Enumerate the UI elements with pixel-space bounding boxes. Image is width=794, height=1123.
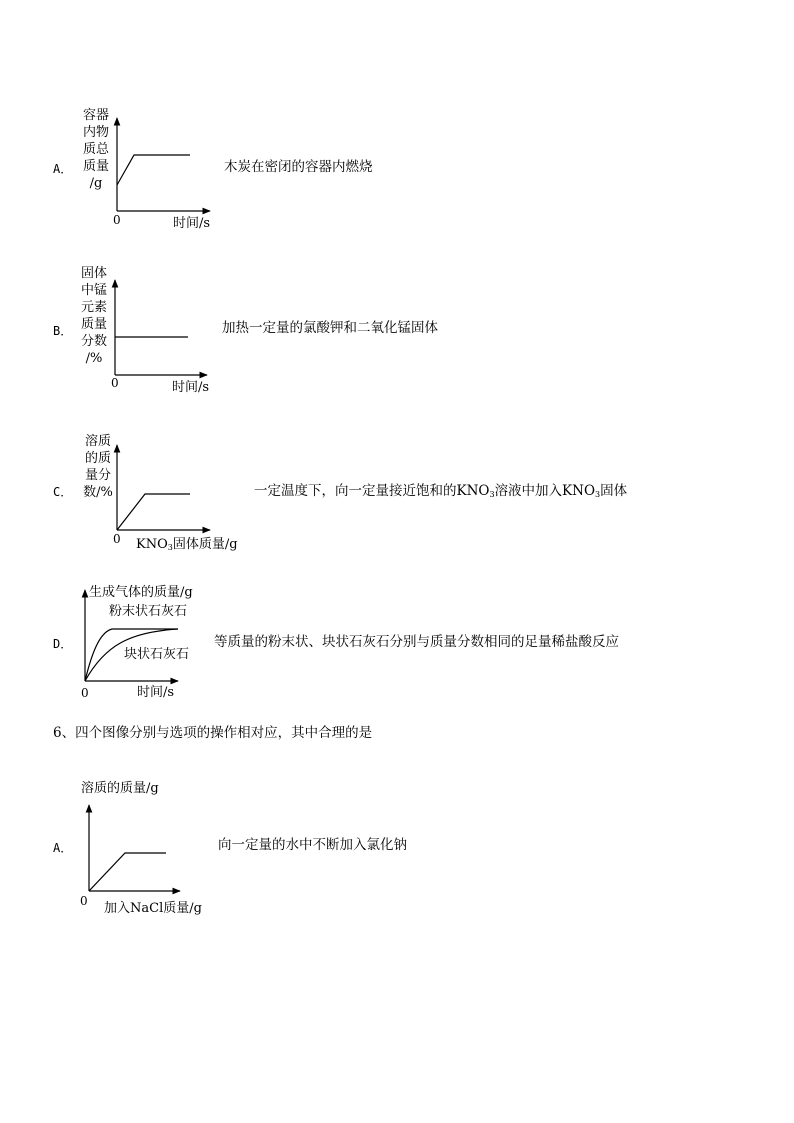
- xlabel-text: KNO: [136, 537, 168, 552]
- option-letter-a: A．: [53, 162, 73, 176]
- ylabel-line: 质总: [82, 142, 109, 157]
- graph-q6a-curve: [89, 853, 166, 891]
- option-letter-c: C．: [53, 485, 73, 499]
- desc-subscript: 3: [489, 490, 495, 499]
- graph-a-ylabel: [82, 107, 110, 192]
- graph-d-curve-label-lump: 块状石灰石: [124, 647, 190, 662]
- ylabel-line: 质量: [80, 317, 107, 332]
- graph-q6a: [89, 805, 180, 891]
- graph-c: [117, 445, 210, 530]
- graph-a: [117, 118, 210, 211]
- desc-text: 溶液中加入KNO: [494, 483, 596, 499]
- ylabel-line: 中锰: [80, 283, 107, 298]
- ylabel-line: 内物: [82, 125, 109, 140]
- option-a-description: 木炭在密闭的容器内燃烧: [224, 159, 373, 175]
- ylabel-line: 质量: [82, 159, 109, 174]
- ylabel-line: 元素: [80, 300, 107, 315]
- graph-q6a-origin: 0: [80, 894, 88, 908]
- option-c-description: [254, 485, 627, 499]
- option-d-description: 等质量的粉末状、块状石灰石分别与质量分数相同的足量稀盐酸反应: [214, 634, 619, 650]
- ylabel-line: 量分: [84, 468, 111, 483]
- xlabel-text: 固体质量/g: [172, 537, 238, 552]
- graph-c-xlabel: [136, 538, 238, 552]
- graph-a-origin: 0: [113, 213, 121, 227]
- ylabel-line: /%: [85, 351, 103, 366]
- graph-c-ylabel: [82, 433, 114, 501]
- desc-subscript: 3: [595, 490, 601, 499]
- graph-a-curve: [117, 155, 190, 185]
- q6-option-a-description: 向一定量的水中不断加入氯化钠: [218, 837, 407, 853]
- graph-b-xlabel: 时间/s: [172, 380, 210, 395]
- ylabel-line: 固体: [80, 266, 107, 281]
- graph-a-xlabel: 时间/s: [173, 216, 211, 231]
- ylabel-line: 的质: [84, 451, 111, 466]
- ylabel-line: 容器: [82, 108, 109, 123]
- option-letter-b: B．: [53, 324, 73, 338]
- q6-option-letter-a: A．: [53, 841, 73, 855]
- option-letter-d: D．: [53, 637, 73, 651]
- question-6-text: 6、四个图像分别与选项的操作相对应，其中合理的是: [53, 725, 373, 741]
- ylabel-line: 数/%: [83, 485, 113, 500]
- graph-q6a-ylabel: 溶质的质量/g: [81, 781, 159, 796]
- graph-b-origin: 0: [111, 376, 119, 390]
- graph-c-origin: 0: [113, 532, 121, 546]
- ylabel-line: 分数: [80, 334, 107, 349]
- graph-c-curve: [117, 494, 190, 530]
- graph-d-origin: 0: [81, 686, 89, 700]
- desc-text: 固体: [600, 483, 628, 499]
- xlabel-subscript: 3: [167, 543, 173, 552]
- ylabel-line: 溶质: [84, 434, 111, 449]
- graph-b: [115, 280, 207, 375]
- ylabel-line: /g: [89, 176, 103, 191]
- graph-d-curve-label-powder: 粉末状石灰石: [109, 604, 188, 619]
- graph-d-xlabel: 时间/s: [137, 685, 175, 700]
- graph-d-ylabel: 生成气体的质量/g: [89, 585, 193, 600]
- option-b-description: 加热一定量的氯酸钾和二氧化锰固体: [222, 320, 438, 336]
- desc-text: 一定温度下，向一定量接近饱和的KNO: [254, 483, 490, 499]
- graph-b-ylabel: [80, 265, 108, 367]
- graph-q6a-xlabel: 加入NaCl质量/g: [104, 901, 202, 916]
